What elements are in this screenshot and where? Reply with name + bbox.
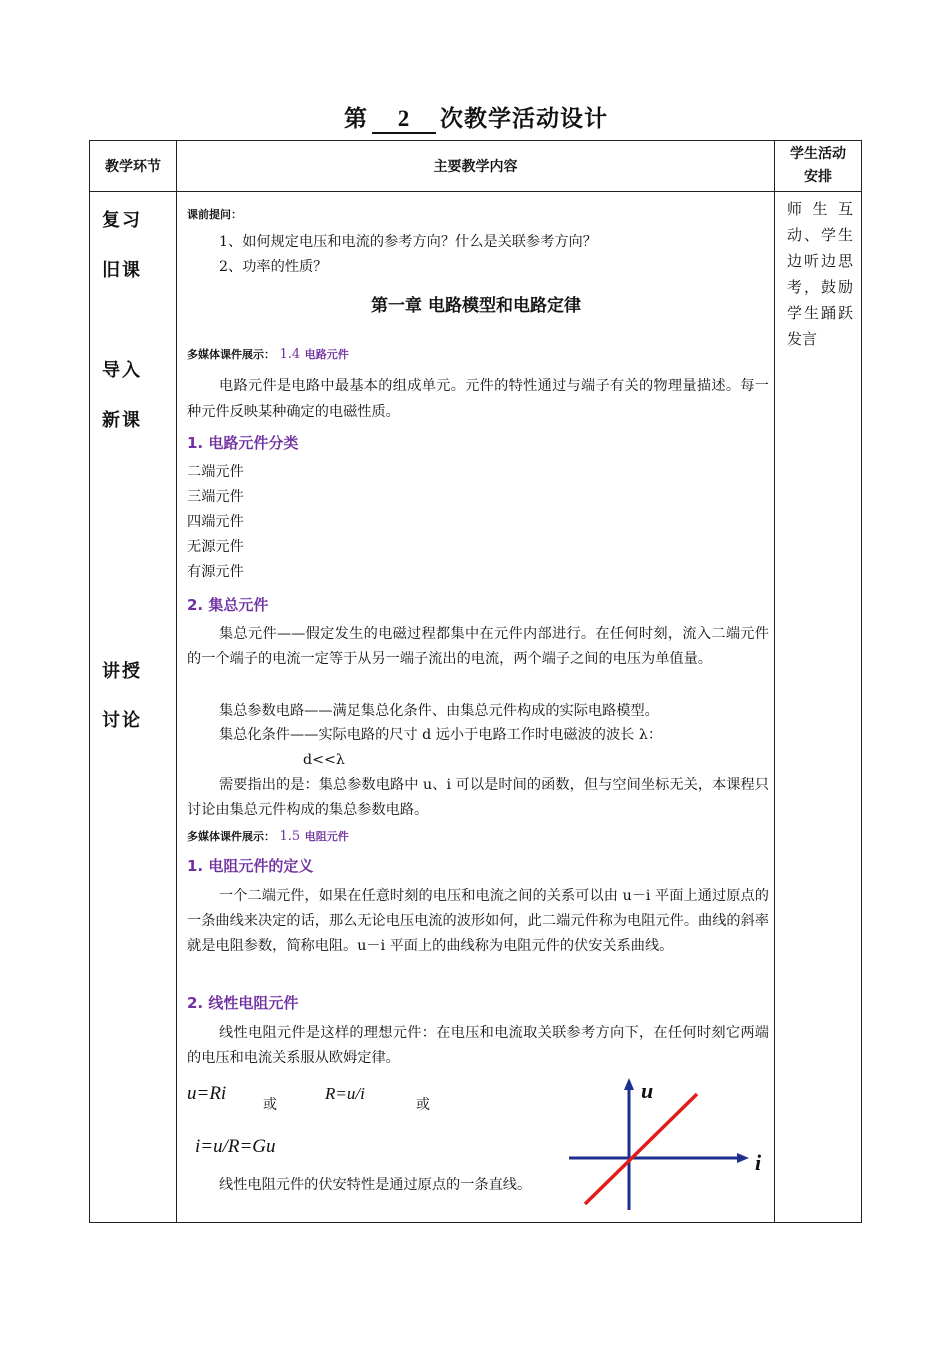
content-cell bbox=[177, 192, 775, 1223]
lumped-formula: d<<λ bbox=[303, 752, 345, 768]
chapter-heading: 第一章 电路模型和电路定律 bbox=[371, 296, 581, 316]
body-row bbox=[90, 192, 862, 1223]
formula-resistance: R=u/i bbox=[325, 1084, 365, 1103]
lumped-definition: 集总元件——假定发生的电磁过程都集中在元件内部进行。在任何时刻，流入二端元件的一个端子的电流一定等于从另一端子流出的电流，两个端子之间的电压为单值量。 bbox=[187, 626, 769, 667]
question-1: 1、如何规定电压和电流的参考方向？什么是关联参考方向？ bbox=[219, 234, 597, 250]
question-2: 2、功率的性质？ bbox=[219, 259, 328, 275]
type-item: 四端元件 bbox=[187, 514, 244, 530]
session-number: 2 bbox=[372, 106, 436, 134]
u-axis-label: u bbox=[641, 1078, 654, 1103]
linear-characteristic: 线性电阻元件的伏安特性是通过原点的一条直线。 bbox=[219, 1177, 532, 1193]
heading-lumped: 2. 集总元件 bbox=[187, 596, 269, 614]
u-axis-arrow bbox=[624, 1078, 634, 1090]
stage-intro-2: 新课 bbox=[102, 410, 142, 431]
formula-conductance: i=u/R=Gu bbox=[195, 1136, 276, 1157]
heading-linear-resistor: 2. 线性电阻元件 bbox=[187, 994, 299, 1012]
media-heading-2: 多媒体课件展示： 1.5 电阻元件 bbox=[187, 829, 349, 844]
intro-paragraph: 电路元件是电路中最基本的组成单元。元件的特性通过与端子有关的物理量描述。每一种元件反映某种确定的电磁性质。 bbox=[187, 378, 769, 420]
header-stage: 教学环节 bbox=[90, 141, 177, 192]
header-row bbox=[90, 141, 862, 192]
heading-resistor-definition: 1. 电阻元件的定义 bbox=[187, 857, 314, 875]
heading-classification: 1. 电路元件分类 bbox=[187, 434, 299, 452]
lumped-note: 需要指出的是：集总参数电路中 u、i 可以是时间的函数，但与空间坐标无关，本课程只讨论由集总元件构成的集总参数电路。 bbox=[187, 777, 769, 818]
stage-lecture-2: 讨论 bbox=[102, 710, 142, 731]
header-content: 主要教学内容 bbox=[177, 141, 775, 192]
media-heading-1: 多媒体课件展示： 1.4 电路元件 bbox=[187, 347, 349, 362]
i-axis-label: i bbox=[755, 1150, 762, 1175]
type-item: 二端元件 bbox=[187, 464, 244, 480]
stage-review-1: 复习 bbox=[102, 210, 142, 231]
pre-question-label: 课前提问： bbox=[187, 208, 242, 221]
activity-cell: 师生互动、学生边听边思考，鼓励学生踊跃发言 bbox=[775, 192, 862, 1223]
i-axis-arrow bbox=[737, 1153, 749, 1163]
or-text: 或 bbox=[263, 1097, 277, 1113]
or-text: 或 bbox=[416, 1097, 430, 1113]
type-item: 有源元件 bbox=[187, 564, 244, 580]
lumped-circuit: 集总参数电路——满足集总化条件、由集总元件构成的实际电路模型。 bbox=[219, 703, 659, 719]
stage-cell bbox=[90, 192, 177, 1223]
vi-characteristic-graph bbox=[565, 1074, 765, 1214]
linear-definition: 线性电阻元件是这样的理想元件：在电压和电流取关联参考方向下，在任何时刻它两端的电压和电流关系服从欧姆定律。 bbox=[187, 1025, 769, 1066]
lumped-condition: 集总化条件——实际电路的尺寸 d 远小于电路工作时电磁波的波长 λ： bbox=[219, 727, 663, 743]
stage-review-2: 旧课 bbox=[102, 260, 142, 281]
lesson-table bbox=[89, 140, 862, 1223]
formula-ohm: u=Ri bbox=[187, 1083, 227, 1104]
resistor-definition: 一个二端元件，如果在任意时刻的电压和电流之间的关系可以由 u－i 平面上通过原点的一条曲线来决定的话，那么无论电压电流的波形如何，此二端元件称为电阻元件。曲线的斜率就是电阻参数，简称电阻。u－i 平面上的曲线称为电阻元件的伏安关系曲线。 bbox=[187, 888, 769, 954]
page-title: 第 2 次教学活动设计 bbox=[344, 106, 608, 132]
stage-intro-1: 导入 bbox=[102, 360, 142, 381]
type-item: 三端元件 bbox=[187, 489, 244, 505]
vi-line bbox=[585, 1094, 697, 1204]
type-item: 无源元件 bbox=[187, 539, 244, 555]
header-activity: 学生活动 安排 bbox=[775, 141, 862, 192]
stage-lecture-1: 讲授 bbox=[102, 661, 142, 682]
